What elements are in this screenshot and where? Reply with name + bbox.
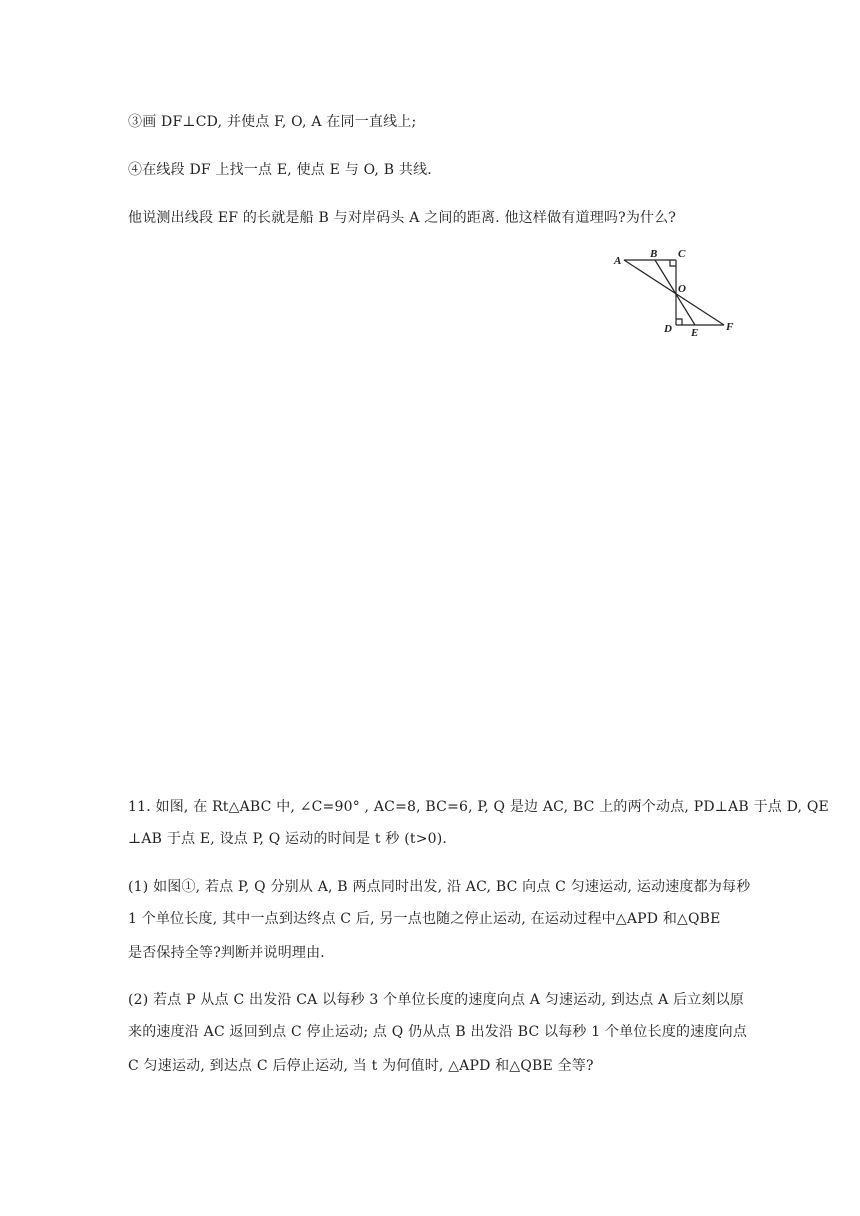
part-1-line-2: 1 个单位长度, 其中一点到达终点 C 后, 另一点也随之停止运动, 在运动过程中△APD 和△QBE — [128, 911, 721, 927]
part-2-line-2: 来的速度沿 AC 返回到点 C 停止运动; 点 Q 仍从点 B 出发沿 BC 以每秒 1 个单位长度的速度向点 — [128, 1024, 748, 1040]
part-2-line-3: C 匀速运动, 到达点 C 后停止运动, 当 t 为何值时, △APD 和△QBE 全等? — [128, 1058, 594, 1074]
label-f: F — [726, 321, 734, 333]
label-e: E — [691, 327, 699, 339]
label-b: B — [650, 248, 658, 260]
right-angle-d — [676, 319, 682, 325]
part-1-line-3: 是否保持全等?判断并说明理由. — [128, 945, 325, 961]
step-4: ④在线段 DF 上找一点 E, 使点 E 与 O, B 共线. — [128, 162, 432, 178]
label-c: C — [678, 248, 686, 260]
geometry-figure — [612, 244, 742, 344]
question-10-prompt: 他说测出线段 EF 的长就是船 B 与对岸码头 A 之间的距离. 他这样做有道理吗?为什么? — [128, 210, 677, 226]
part-1-line-1: (1) 如图①, 若点 P, Q 分别从 A, B 两点同时出发, 沿 AC, BC 向点 C 匀速运动, 运动速度都为每秒 — [128, 879, 751, 895]
label-d: D — [664, 323, 672, 335]
label-o: O — [678, 283, 686, 295]
step-3: ③画 DF⊥CD, 并使点 F, O, A 在同一直线上; — [128, 114, 417, 130]
part-2-line-1: (2) 若点 P 从点 C 出发沿 CA 以每秒 3 个单位长度的速度向点 A 匀速运动, 到达点 A 后立刻以原 — [128, 992, 745, 1008]
right-angle-c — [670, 260, 676, 266]
question-11-line-2: ⊥AB 于点 E, 设点 P, Q 运动的时间是 t 秒 (t>0). — [128, 831, 448, 847]
segment-af — [624, 260, 724, 325]
segment-be — [655, 260, 695, 325]
label-a: A — [614, 255, 622, 267]
question-11-line-1: 11. 如图, 在 Rt△ABC 中, ∠C=90° , AC=8, BC=6, P, Q 是边 AC, BC 上的两个动点, PD⊥AB 于点 D, QE — [128, 799, 829, 815]
